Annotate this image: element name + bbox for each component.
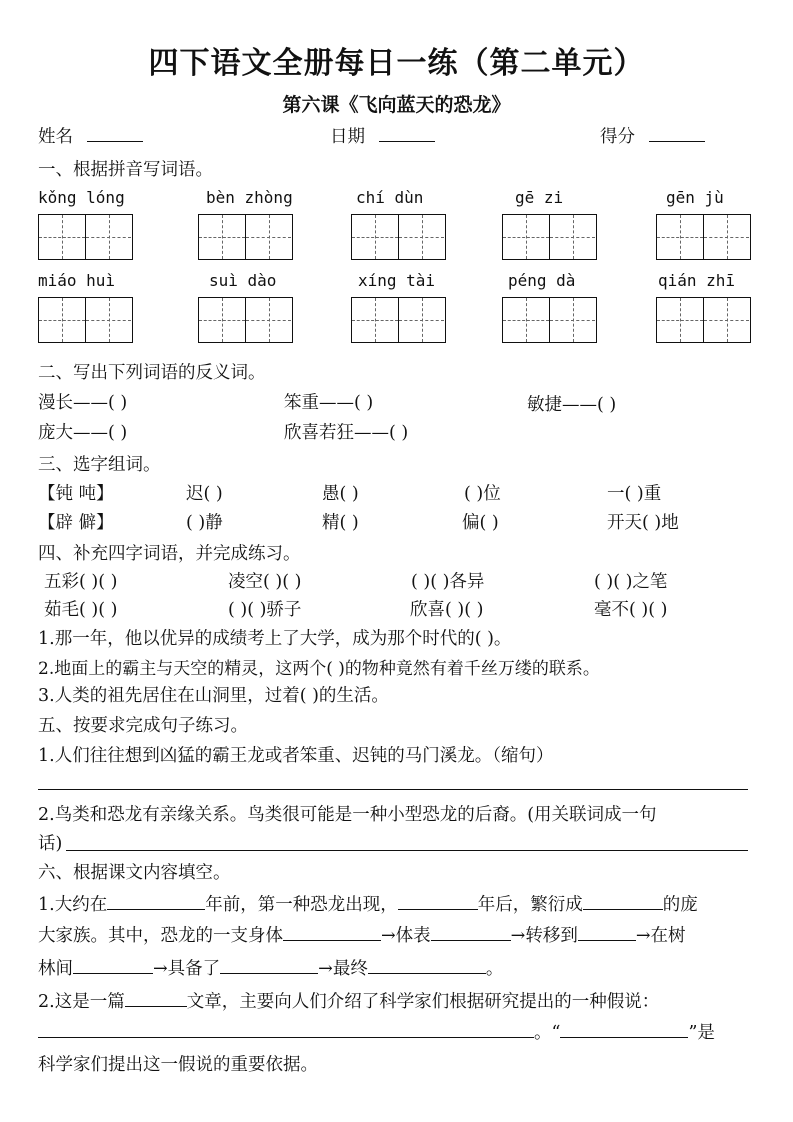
writing-grid[interactable] [198, 297, 293, 343]
fill-blank[interactable] [73, 959, 153, 974]
lesson-title: 第六课《飞向蓝天的恐龙》 [282, 94, 511, 116]
word-blank[interactable]: 精( ) [322, 513, 359, 533]
antonym-item[interactable]: 笨重——( ) [284, 393, 374, 413]
score-blank[interactable] [649, 127, 705, 142]
pinyin-label: suì dào [209, 271, 277, 290]
word-blank[interactable]: 一( )重 [607, 484, 662, 504]
fill-blank[interactable] [368, 959, 486, 974]
sentence-text: 2.这是一篇 [38, 992, 125, 1012]
name-blank[interactable] [87, 127, 143, 142]
sentence-text: →具备了 [153, 959, 221, 979]
pinyin-label: qián zhī [658, 271, 736, 290]
fill-blank[interactable] [578, 926, 636, 941]
sentence-text: 。 [485, 959, 504, 979]
page-title: 四下语文全册每日一练（第二单元） [148, 46, 645, 81]
fill-blank[interactable] [38, 1023, 534, 1038]
date-field [330, 123, 435, 148]
answer-line[interactable] [38, 789, 748, 790]
idiom-blank[interactable]: 毫不( )( ) [594, 600, 668, 620]
idiom-blank[interactable]: ( )( )各异 [411, 572, 485, 592]
idiom-blank[interactable]: ( )( )骄子 [228, 600, 302, 620]
pinyin-label: kǒng lóng [38, 188, 125, 207]
fill-sentence [38, 988, 659, 1013]
score-field [600, 123, 705, 148]
sentence-text: →最终 [318, 959, 368, 979]
sentence-text: →体表 [381, 926, 431, 946]
writing-grid[interactable] [656, 297, 751, 343]
fill-sentence [38, 922, 686, 947]
idiom-blank[interactable]: ( )( )之笔 [594, 572, 668, 592]
pinyin-label: miáo huì [38, 271, 116, 290]
question-text[interactable]: 2.地面上的霸主与天空的精灵，这两个( )的物种竟然有着千丝万缕的联系。 [38, 659, 600, 679]
fill-blank[interactable] [431, 926, 511, 941]
word-blank[interactable]: ( )静 [186, 513, 223, 533]
section6-heading: 六、根据课文内容填空。 [38, 863, 231, 883]
antonym-item[interactable]: 欣喜若狂——( ) [284, 423, 409, 443]
word-blank[interactable]: ( )位 [464, 484, 501, 504]
question-text: 1.人们往往想到凶猛的霸王龙或者笨重、迟钝的马门溪龙。（缩句） [38, 746, 554, 766]
writing-grid[interactable] [502, 297, 597, 343]
pinyin-label: gē zi [515, 188, 564, 207]
date-label: 日期 [330, 127, 365, 147]
pinyin-label: bèn zhòng [206, 188, 293, 207]
antonym-item[interactable]: 敏捷——( ) [527, 395, 617, 415]
sentence-text: 科学家们提出这一假说的重要依据。 [38, 1055, 318, 1075]
answer-line[interactable] [66, 850, 748, 851]
word-blank[interactable]: 偏( ) [462, 513, 499, 533]
score-label: 得分 [600, 127, 635, 147]
fill-blank[interactable] [560, 1023, 688, 1038]
word-blank[interactable]: 愚( ) [322, 484, 359, 504]
pinyin-label: chí dùn [356, 188, 424, 207]
idiom-blank[interactable]: 茹毛( )( ) [44, 600, 118, 620]
writing-grid[interactable] [351, 214, 446, 260]
sentence-text: 的庞 [662, 895, 698, 915]
question-text[interactable]: 1.那一年，他以优异的成绩考上了大学，成为那个时代的( )。 [38, 629, 512, 649]
word-blank[interactable]: 开天( )地 [607, 513, 679, 533]
char-pair: 【钝 吨】 [38, 484, 114, 504]
sentence-text: 文章，主要向人们介绍了科学家们根据研究提出的一种假说： [186, 992, 660, 1012]
fill-blank[interactable] [220, 959, 318, 974]
writing-grid[interactable] [351, 297, 446, 343]
fill-blank[interactable] [283, 926, 381, 941]
idiom-blank[interactable]: 欣喜( )( ) [410, 600, 484, 620]
pinyin-label: gēn jù [666, 188, 724, 207]
idiom-blank[interactable]: 五彩( )( ) [44, 572, 118, 592]
question-text: 话) [38, 834, 63, 854]
name-field [38, 123, 143, 148]
writing-grid[interactable] [656, 214, 751, 260]
idiom-blank[interactable]: 凌空( )( ) [228, 572, 302, 592]
char-pair: 【辟 僻】 [38, 513, 114, 533]
name-label: 姓名 [38, 127, 73, 147]
fill-blank[interactable] [583, 895, 663, 910]
sentence-text: 大家族。其中，恐龙的一支身体 [38, 926, 283, 946]
pinyin-label: xíng tài [358, 271, 436, 290]
fill-sentence [38, 891, 698, 916]
question-text[interactable]: 3.人类的祖先居住在山洞里，过着( )的生活。 [38, 686, 389, 706]
question-text: 2.鸟类和恐龙有亲缘关系。鸟类很可能是一种小型恐龙的后裔。(用关联词成一句 [38, 805, 657, 825]
sentence-text: →在树 [635, 926, 686, 946]
sentence-text: ”是 [688, 1023, 715, 1043]
sentence-text: 年前，第一种恐龙出现， [205, 895, 398, 915]
section2-heading: 二、写出下列词语的反义词。 [38, 363, 266, 383]
word-blank[interactable]: 迟( ) [186, 484, 223, 504]
sentence-text: 年后，繁衍成 [477, 895, 583, 915]
fill-sentence [38, 955, 503, 980]
writing-grid[interactable] [38, 297, 133, 343]
fill-blank[interactable] [398, 895, 478, 910]
sentence-text: 。“ [534, 1023, 561, 1043]
section3-heading: 三、选字组词。 [38, 455, 161, 475]
writing-grid[interactable] [198, 214, 293, 260]
writing-grid[interactable] [38, 214, 133, 260]
section1-heading: 一、根据拼音写词语。 [38, 160, 213, 180]
sentence-text: 1.大约在 [38, 895, 108, 915]
pinyin-label: péng dà [508, 271, 576, 290]
writing-grid[interactable] [502, 214, 597, 260]
fill-sentence [38, 1019, 715, 1044]
fill-blank[interactable] [107, 895, 205, 910]
sentence-text: →转移到 [510, 926, 578, 946]
section4-heading: 四、补充四字词语，并完成练习。 [38, 544, 301, 564]
sentence-text: 林间 [38, 959, 73, 979]
antonym-item[interactable]: 漫长——( ) [38, 393, 128, 413]
section5-heading: 五、按要求完成句子练习。 [38, 716, 248, 736]
antonym-item[interactable]: 庞大——( ) [38, 423, 128, 443]
fill-blank[interactable] [125, 992, 187, 1007]
date-blank[interactable] [379, 127, 435, 142]
